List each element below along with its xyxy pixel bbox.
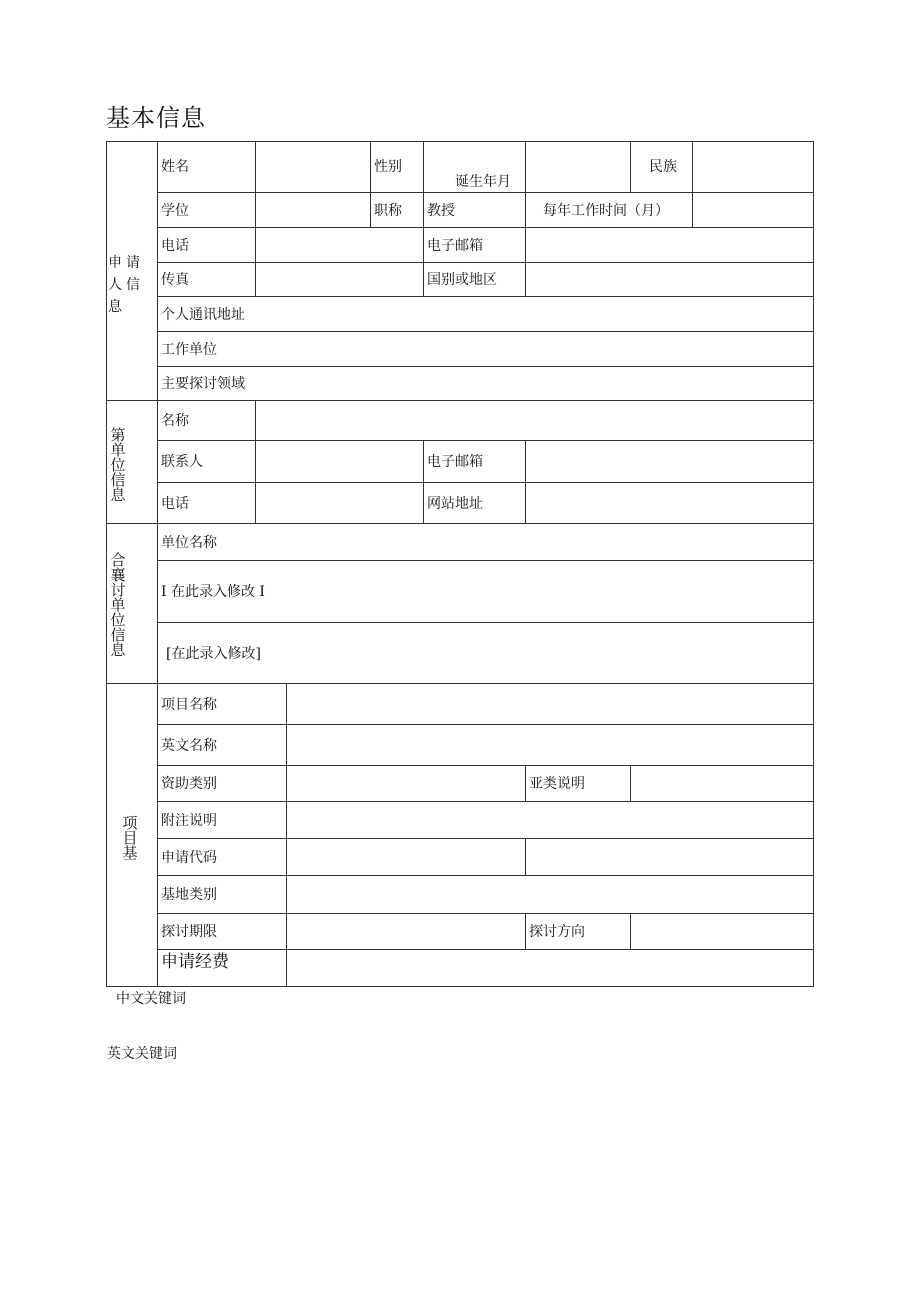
applicant-section-label: 申请人信息 (108, 255, 144, 315)
contact-field[interactable] (255, 440, 424, 483)
address-row-cell[interactable] (157, 296, 814, 332)
notes-label: 附注说明 (161, 813, 217, 829)
country-label: 国别或地区 (427, 272, 497, 288)
subtype-label-cell (525, 765, 631, 802)
title-label: 职称 (374, 203, 402, 219)
direction-field[interactable] (630, 913, 814, 950)
address-row: 个人通讯地址 (161, 307, 245, 323)
english-name-label: 英文名称 (161, 738, 217, 754)
email-field[interactable] (525, 227, 814, 263)
direction-label-cell (525, 913, 631, 950)
ethnicity-label-cell (630, 141, 693, 193)
unit-phone-label: 电话 (161, 496, 189, 512)
fax-label-cell (157, 262, 256, 297)
email-label-cell (423, 227, 526, 263)
website-field[interactable] (525, 482, 814, 524)
contact-label-cell (157, 440, 256, 483)
partner-unit-name-row-cell[interactable] (157, 523, 814, 561)
budget-label-cell (157, 949, 287, 987)
funding-type-label: 资助类别 (161, 776, 217, 792)
base-type-field[interactable] (286, 875, 814, 914)
partner-section-label: 合襄讨单位信息 (110, 551, 126, 659)
gender-label-cell (370, 141, 424, 193)
budget-label: 申请经费 (161, 952, 229, 972)
degree-field[interactable] (255, 192, 371, 228)
title-value-cell[interactable] (423, 192, 526, 228)
code-field-2[interactable] (525, 838, 814, 876)
code-label: 申请代码 (161, 850, 217, 866)
work-months-label-cell (525, 192, 693, 228)
website-label: 网站地址 (427, 496, 483, 512)
english-name-label-cell (157, 724, 287, 766)
work-months-label: 每年工作时间（月） (543, 203, 669, 219)
employer-row: 工作单位 (161, 342, 217, 358)
en-keywords-label: 英文关键词 (107, 1046, 177, 1062)
project-name-label: 项目名称 (161, 697, 217, 713)
title-value: 教授 (427, 203, 455, 219)
country-label-cell (423, 262, 526, 297)
page-title: 基本信息 (106, 104, 206, 132)
period-field[interactable] (286, 913, 526, 950)
subtype-label: 亚类说明 (529, 776, 585, 792)
employer-row-cell[interactable] (157, 331, 814, 367)
phone-label: 电话 (161, 238, 189, 254)
project-name-field[interactable] (286, 683, 814, 725)
subtype-field[interactable] (630, 765, 814, 802)
ethnicity-field[interactable] (692, 141, 814, 193)
partner-entry-1: I 在此录入修改 I (161, 584, 265, 600)
period-label-cell (157, 913, 287, 950)
english-name-field[interactable] (286, 724, 814, 766)
name-label: 姓名 (161, 159, 189, 175)
fax-field[interactable] (255, 262, 424, 297)
work-months-field[interactable] (692, 192, 814, 228)
unit-name-label-cell (157, 400, 256, 441)
cn-keywords-label: 中文关键词 (116, 991, 186, 1007)
direction-label: 探讨方向 (529, 924, 585, 940)
fax-label: 传真 (161, 272, 189, 288)
unit-email-field[interactable] (525, 440, 814, 483)
birth-label: 诞生年月 (455, 174, 511, 190)
code-label-cell (157, 838, 287, 876)
unit-name-label: 名称 (161, 413, 189, 429)
notes-label-cell (157, 801, 287, 839)
partner-entry-1-cell[interactable] (157, 560, 814, 623)
birth-field[interactable] (525, 141, 631, 193)
email-label: 电子邮箱 (427, 238, 483, 254)
name-label-cell (157, 141, 256, 193)
funding-type-label-cell (157, 765, 287, 802)
research-row-cell[interactable] (157, 366, 814, 401)
research-row: 主要探讨领域 (161, 376, 245, 392)
partner-entry-2: [在此录入修改] (166, 646, 261, 662)
partner-unit-name-row: 单位名称 (161, 535, 217, 551)
notes-field[interactable] (286, 801, 814, 839)
unit-email-label-cell (423, 440, 526, 483)
base-type-label: 基地类别 (161, 887, 217, 903)
contact-label: 联系人 (161, 454, 203, 470)
name-field[interactable] (255, 141, 371, 193)
project-section-label: 项目基 (122, 814, 138, 862)
gender-label: 性别 (374, 159, 402, 175)
ethnicity-label: 民族 (649, 159, 677, 175)
unit-name-field[interactable] (255, 400, 814, 441)
funding-type-field[interactable] (286, 765, 526, 802)
phone-label-cell (157, 227, 256, 263)
phone-field[interactable] (255, 227, 424, 263)
website-label-cell (423, 482, 526, 524)
project-name-label-cell (157, 683, 287, 725)
birth-label-cell (423, 141, 526, 193)
unit-phone-field[interactable] (255, 482, 424, 524)
country-field[interactable] (525, 262, 814, 297)
unit-email-label: 电子邮箱 (427, 454, 483, 470)
degree-label-cell (157, 192, 256, 228)
base-type-label-cell (157, 875, 287, 914)
partner-entry-2-cell[interactable] (157, 622, 814, 684)
budget-field[interactable] (286, 949, 814, 987)
code-field-1[interactable] (286, 838, 526, 876)
period-label: 探讨期限 (161, 924, 217, 940)
title-label-cell (370, 192, 424, 228)
unit-section-label: 第单位信息 (110, 426, 126, 504)
unit-phone-label-cell (157, 482, 256, 524)
degree-label: 学位 (161, 203, 189, 219)
